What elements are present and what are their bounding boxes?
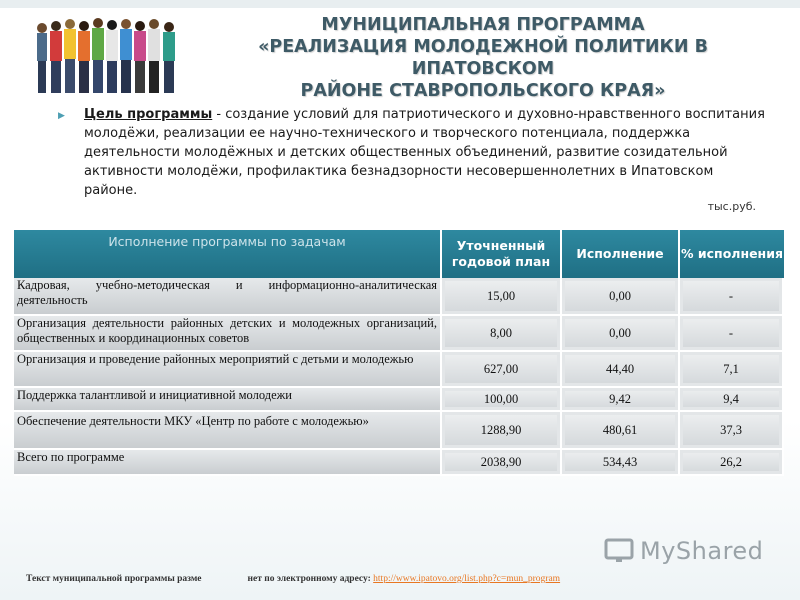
- title-line-2: «РЕАЛИЗАЦИЯ МОЛОДЕЖНОЙ ПОЛИТИКИ В ИПАТОВСКОМ: [258, 37, 708, 79]
- execution-cell: 480,61: [562, 412, 680, 450]
- header-plan: Уточненный годовой план: [442, 230, 562, 278]
- plan-cell: 100,00: [442, 388, 562, 412]
- percent-cell: 9,4: [680, 388, 784, 412]
- footer-note: [26, 574, 560, 584]
- percent-cell: -: [680, 316, 784, 352]
- percent-cell: -: [680, 278, 784, 316]
- table-row: [14, 412, 784, 450]
- plan-cell: 2038,90: [442, 450, 562, 476]
- table-row: [14, 316, 784, 352]
- table-row: [14, 278, 784, 316]
- execution-cell: 534,43: [562, 450, 680, 476]
- footer-text: Текст муниципальной программы разме: [26, 574, 202, 584]
- header-execution: Исполнение: [562, 230, 680, 278]
- plan-cell: 1288,90: [442, 412, 562, 450]
- goal-paragraph: [84, 105, 766, 200]
- plan-cell: 15,00: [442, 278, 562, 316]
- execution-table: [14, 230, 784, 476]
- title-line-1: МУНИЦИПАЛЬНАЯ ПРОГРАММА: [321, 15, 645, 35]
- bullet-arrow-icon: ▶: [58, 111, 65, 121]
- plan-cell: 8,00: [442, 316, 562, 352]
- task-cell: Кадровая, учебно-методическая и информационно-аналитическая деятельность: [14, 278, 442, 316]
- task-cell: Всего по программе: [14, 450, 442, 476]
- myshared-watermark: MyShared: [640, 537, 764, 565]
- top-band: [0, 0, 800, 8]
- plan-cell: 627,00: [442, 352, 562, 388]
- program-link[interactable]: http://www.ipatovo.org/list.php?c=mun_program: [373, 574, 561, 584]
- task-cell: Поддержка талантливой и инициативной молодежи: [14, 388, 442, 412]
- table-row-total: [14, 450, 784, 476]
- execution-cell: 9,42: [562, 388, 680, 412]
- footer-text-2: нет по электронному адресу:: [247, 574, 374, 584]
- percent-cell: 26,2: [680, 450, 784, 476]
- table-row: [14, 352, 784, 388]
- title-line-3: РАЙОНЕ СТАВРОПОЛЬСКОГО КРАЯ»: [300, 81, 666, 101]
- execution-cell: 44,40: [562, 352, 680, 388]
- execution-cell: 0,00: [562, 316, 680, 352]
- task-cell: Организация и проведение районных мероприятий с детьми и молодежью: [14, 352, 442, 388]
- goal-label: Цель программы: [84, 107, 213, 122]
- execution-cell: 0,00: [562, 278, 680, 316]
- myshared-logo-icon: [604, 538, 634, 564]
- goal-text: - создание условий для патриотического и духовно-нравственного воспитания молодёжи, реализации ее научно-технического и творческого потенциала, поддержка деятельности молодёжных и детских общественных объединений, развитие созидательной активности молодёжи, профилактика безнадзорности несовершеннолетних в Ипатовском районе.: [84, 107, 765, 198]
- header-percent: % исполнения: [680, 230, 784, 278]
- slide-title: [186, 14, 780, 102]
- youth-group-photo: [34, 14, 180, 100]
- units-label: тыс.руб.: [707, 200, 756, 213]
- table-row: [14, 388, 784, 412]
- percent-cell: 37,3: [680, 412, 784, 450]
- percent-cell: 7,1: [680, 352, 784, 388]
- task-cell: Организация деятельности районных детских и молодежных организаций, общественных и координационных советов: [14, 316, 442, 352]
- task-cell: Обеспечение деятельности МКУ «Центр по работе с молодежью»: [14, 412, 442, 450]
- header-tasks: Исполнение программы по задачам: [14, 230, 442, 278]
